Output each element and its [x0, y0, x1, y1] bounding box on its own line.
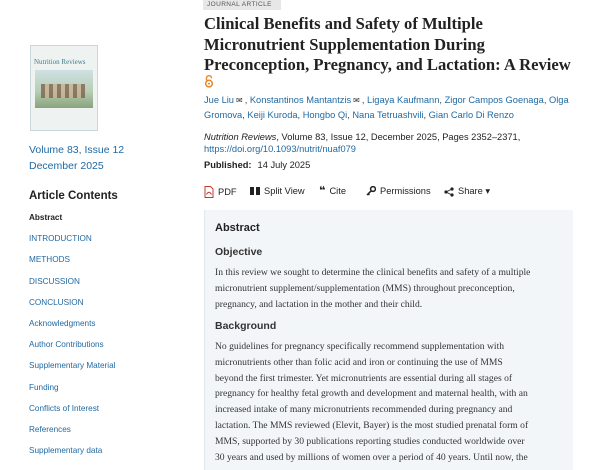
- text-line: 30 years and used by millions of women over a period of 40 years. Until now, the: [215, 451, 528, 463]
- cite-button[interactable]: [319, 186, 346, 196]
- author-list: [204, 93, 574, 123]
- issue-info[interactable]: [29, 142, 124, 174]
- doi-link[interactable]: https://doi.org/10.1093/nutrit/nuaf079: [204, 144, 356, 154]
- author-link[interactable]: Zigor Campos Goenaga: [444, 95, 544, 105]
- share-icon: [444, 187, 454, 197]
- text-line: increased intake of many micronutrients recommended during pregnancy and: [215, 404, 513, 416]
- toc-item-supplementary-material[interactable]: Supplementary Material: [29, 361, 116, 371]
- published-date: 14 July 2025: [257, 160, 311, 170]
- text-line: micronutrients other than folic acid and iron or continuing the use of MMS: [215, 356, 503, 368]
- toc-item-abstract[interactable]: Abstract: [29, 213, 63, 222]
- split-view-icon: [250, 186, 260, 196]
- cite-label: Cite: [329, 186, 347, 196]
- author-link[interactable]: Konstantinos Mantantzis: [249, 95, 352, 105]
- pdf-icon: [204, 186, 214, 198]
- article-contents-heading: Article Contents: [29, 190, 118, 202]
- toc-item-author-contributions[interactable]: Author Contributions: [29, 340, 104, 350]
- quote-icon: ❝: [319, 185, 326, 197]
- cover-artwork: [35, 70, 93, 108]
- toc-item-discussion[interactable]: DISCUSSION: [29, 276, 80, 286]
- toc-item-supplementary-data[interactable]: Supplementary data: [29, 446, 103, 456]
- toc-item-references[interactable]: References: [29, 424, 71, 434]
- split-view-label: Split View: [264, 186, 305, 196]
- text-line: pregnancy for healthy fetal growth and development and maternal health, with an: [215, 388, 528, 400]
- text-line: No guidelines for pregnancy specifically recommend supplementation with: [215, 341, 505, 352]
- text-line: lactation. The MMS reviewed (Elevit, Bayer) is the most studied prenatal form of: [215, 419, 529, 431]
- text-line: pregnancy, and lactation in the mother and their child.: [215, 298, 423, 310]
- text-line: beyond the first trimester. Yet micronutrients are essential during all stages of: [215, 372, 513, 384]
- journal-cover-thumbnail[interactable]: [30, 45, 98, 131]
- published-line: [204, 160, 310, 170]
- author-link[interactable]: Nana Tetruashvili: [352, 110, 424, 120]
- author-link[interactable]: Gian Carlo Di Renzo: [428, 110, 514, 120]
- pdf-button[interactable]: [204, 186, 237, 198]
- objective-heading: Objective: [215, 246, 263, 258]
- key-icon: [366, 186, 376, 196]
- author-link[interactable]: Hongbo Qi: [302, 110, 348, 120]
- text-line: micronutrient supplement/supplementation (MMS) throughout preconception,: [215, 282, 515, 294]
- toc-item-funding[interactable]: Funding: [29, 382, 59, 392]
- title-line: Micronutrient Supplementation During: [204, 34, 485, 54]
- published-label: Published:: [204, 160, 252, 170]
- toc-item-methods[interactable]: METHODS: [29, 255, 70, 265]
- permissions-label: Permissions: [380, 186, 431, 196]
- share-label: Share ▾: [458, 186, 491, 196]
- text-line: In this review we sought to determine the clinical benefits and safety of a multiple: [215, 267, 531, 278]
- objective-text: [215, 265, 565, 312]
- toc-item-conclusion[interactable]: CONCLUSION: [29, 297, 84, 307]
- text-line: MMS, supported by 30 publications reporting studies conducted worldwide over: [215, 435, 525, 447]
- open-access-icon: [204, 75, 214, 88]
- article-contents-list: [29, 210, 115, 464]
- author-line: Jue Liu ✉ , Konstantinos Mantantzis ✉ , Ligaya Kaufmann, Zigor Campos Goenaga, Olga: [204, 93, 574, 108]
- cover-title: Nutrition Reviews: [34, 58, 86, 66]
- abstract-panel: [204, 210, 573, 470]
- author-link[interactable]: Olga: [548, 95, 569, 105]
- author-link[interactable]: Jue Liu: [204, 95, 234, 105]
- envelope-icon[interactable]: ✉: [353, 96, 360, 105]
- author-link[interactable]: Gromova: [204, 110, 243, 120]
- background-heading: Background: [215, 320, 277, 332]
- author-link[interactable]: Ligaya Kaufmann: [367, 95, 440, 105]
- envelope-icon[interactable]: ✉: [235, 96, 243, 105]
- article-title: [204, 14, 584, 76]
- toc-item-conflicts-of-interest[interactable]: Conflicts of Interest: [29, 403, 100, 413]
- toc-item-introduction[interactable]: INTRODUCTION: [29, 234, 92, 244]
- permissions-button[interactable]: [366, 186, 431, 196]
- article-type-badge: JOURNAL ARTICLE: [203, 0, 281, 10]
- share-button[interactable]: [444, 186, 490, 197]
- journal-name: Nutrition Reviews: [204, 132, 277, 142]
- abstract-heading: Abstract: [215, 222, 260, 234]
- split-view-button[interactable]: [250, 186, 305, 196]
- author-link[interactable]: Keiji Kuroda: [247, 110, 298, 120]
- citation-details: , Volume 83, Issue 12, December 2025, Pages 2352–2371,: [276, 132, 521, 142]
- citation-line: [204, 130, 520, 144]
- title-line: Preconception, Pregnancy, and Lactation: A Review: [204, 55, 571, 74]
- pdf-label: PDF: [218, 187, 237, 197]
- title-line: Clinical Benefits and Safety of Multiple: [204, 14, 483, 33]
- issue-volume-link[interactable]: Volume 83, Issue 12: [29, 144, 125, 156]
- toc-item-acknowledgments[interactable]: Acknowledgments: [29, 318, 96, 328]
- background-text: [215, 339, 565, 465]
- issue-date-link[interactable]: December 2025: [29, 160, 104, 172]
- author-line: Gromova, Keiji Kuroda, Hongbo Qi, Nana Tetruashvili, Gian Carlo Di Renzo: [204, 110, 514, 120]
